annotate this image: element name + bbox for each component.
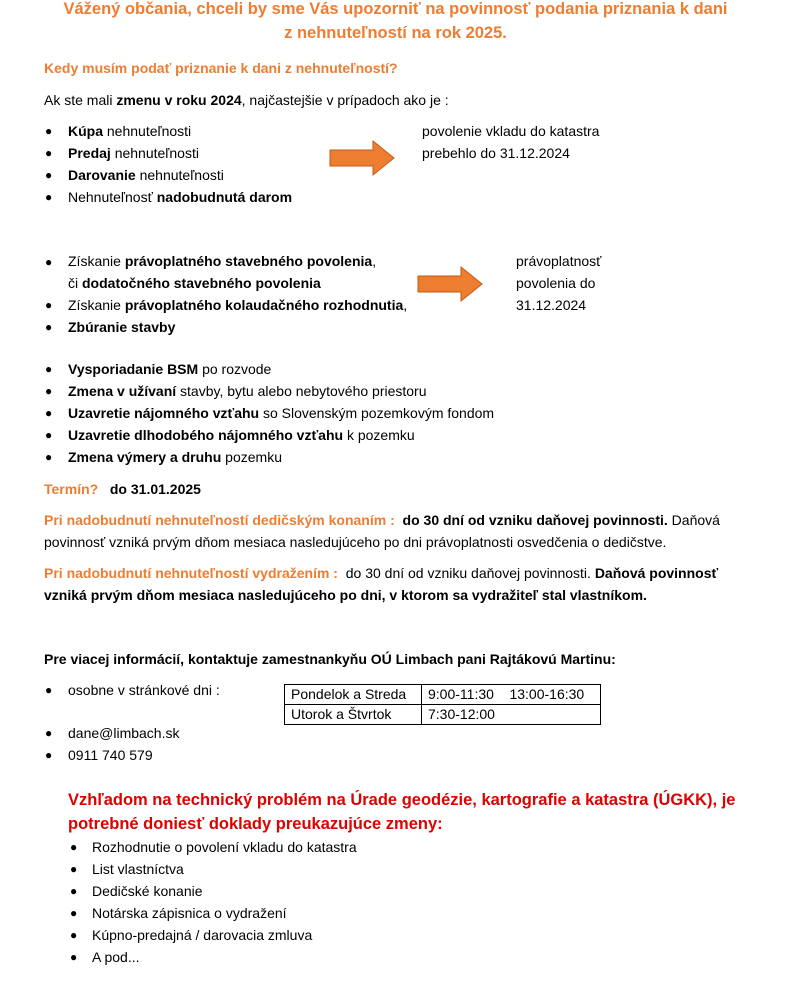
bullet-icon: ● bbox=[45, 146, 53, 160]
table-row bbox=[285, 705, 601, 725]
list-item: Predaj nehnuteľnosti bbox=[68, 145, 199, 161]
list-item: Nehnuteľnosť nadobudnutá darom bbox=[68, 189, 293, 205]
list-item: List vlastníctva bbox=[92, 861, 184, 877]
bullet-icon: ● bbox=[70, 840, 78, 854]
bullet-icon: ● bbox=[45, 190, 53, 204]
bullet-icon: ● bbox=[45, 168, 53, 182]
group2-note-line1: právoplatnosť bbox=[516, 253, 602, 269]
bullet-icon: ● bbox=[45, 683, 53, 697]
auction-line2: vzniká prvým dňom mesiaca nasledujúceho po dni, v ktorom sa vydražiteľ stal vlastníkom. bbox=[44, 587, 647, 603]
list-item: Zbúranie stavby bbox=[68, 319, 176, 335]
office-hours-table bbox=[284, 684, 601, 725]
page-title-line2: z nehnuteľností na rok 2025. bbox=[284, 24, 507, 42]
orange-right-arrow-icon bbox=[329, 140, 395, 176]
group1-note-line1: povolenie vkladu do katastra bbox=[422, 123, 600, 139]
hours-days-cell: Utorok a Štvrtok bbox=[285, 705, 422, 725]
section-heading: Kedy musím podať priznanie k dani z nehnuteľností? bbox=[44, 60, 398, 76]
inheritance-line2: povinnosť vzniká prvým dňom mesiaca nasledujúceho po dni právoplatnosti osvedčenia o dedičstve. bbox=[44, 534, 667, 550]
bullet-icon: ● bbox=[70, 950, 78, 964]
bullet-icon: ● bbox=[45, 748, 53, 762]
bullet-icon: ● bbox=[45, 726, 53, 740]
list-item: Vysporiadanie BSM po rozvode bbox=[68, 361, 272, 377]
hours-time-cell: 9:00-11:30 13:00-16:30 bbox=[422, 685, 601, 705]
list-item: Uzavretie dlhodobého nájomného vzťahu k pozemku bbox=[68, 427, 415, 443]
list-item: Darovanie nehnuteľnosti bbox=[68, 167, 224, 183]
list-item: Zmena v užívaní stavby, bytu alebo nebytového priestoru bbox=[68, 383, 427, 399]
bullet-icon: ● bbox=[70, 928, 78, 942]
group2-note-line2: povolenia do bbox=[516, 275, 596, 291]
contact-heading: Pre viacej informácií, kontaktuje zamestnankyňu OÚ Limbach pani Rajtákovú Martinu: bbox=[44, 651, 616, 667]
list-item: A pod... bbox=[92, 949, 140, 965]
bullet-icon: ● bbox=[70, 884, 78, 898]
group2-note-line3: 31.12.2024 bbox=[516, 297, 587, 313]
notice-line2: potrebné doniesť doklady preukazujúce zmeny: bbox=[68, 815, 443, 833]
notice-line1: Vzhľadom na technický problém na Úrade geodézie, kartografie a katastra (ÚGKK), je bbox=[68, 791, 736, 809]
list-item: Dedičské konanie bbox=[92, 883, 203, 899]
hours-time-cell: 7:30-12:00 bbox=[422, 705, 601, 725]
table-row bbox=[285, 685, 601, 705]
list-item-continuation: či dodatočného stavebného povolenia bbox=[68, 275, 321, 291]
group1-note-line2: prebehlo do 31.12.2024 bbox=[422, 145, 570, 161]
email-link[interactable]: dane@limbach.sk bbox=[68, 725, 180, 741]
inheritance-line1: Pri nadobudnutí nehnuteľností dedičským konaním : do 30 dní od vzniku daňovej povinnosti. Daňová bbox=[44, 512, 720, 528]
hours-days-cell: Pondelok a Streda bbox=[285, 685, 422, 705]
in-person-label: osobne v stránkové dni : bbox=[68, 682, 220, 698]
list-item: Kúpno-predajná / darovacia zmluva bbox=[92, 927, 313, 943]
bullet-icon: ● bbox=[45, 384, 53, 398]
bullet-icon: ● bbox=[45, 320, 53, 334]
list-item: Notárska zápisnica o vydražení bbox=[92, 905, 287, 921]
list-item: Získanie právoplatného stavebného povolenia, bbox=[68, 253, 377, 269]
bullet-icon: ● bbox=[45, 450, 53, 464]
bullet-icon: ● bbox=[70, 906, 78, 920]
list-item: Uzavretie nájomného vzťahu so Slovenským pozemkovým fondom bbox=[68, 405, 495, 421]
auction-line1: Pri nadobudnutí nehnuteľností vydražením : do 30 dní od vzniku daňovej povinnosti. Daňová povinnosť bbox=[44, 565, 719, 581]
deadline: Termín? do 31.01.2025 bbox=[44, 481, 201, 497]
phone-number: 0911 740 579 bbox=[68, 747, 153, 763]
page-title-line1: Vážený občania, chceli by sme Vás upozorniť na povinnosť podania priznania k dani bbox=[63, 0, 728, 18]
list-item: Rozhodnutie o povolení vkladu do katastra bbox=[92, 839, 357, 855]
orange-right-arrow-icon bbox=[417, 266, 483, 302]
bullet-icon: ● bbox=[45, 428, 53, 442]
bullet-icon: ● bbox=[70, 862, 78, 876]
bullet-icon: ● bbox=[45, 124, 53, 138]
bullet-icon: ● bbox=[45, 362, 53, 376]
list-item: Získanie právoplatného kolaudačného rozhodnutia, bbox=[68, 297, 408, 313]
list-item: Zmena výmery a druhu pozemku bbox=[68, 449, 282, 465]
list-item: Kúpa nehnuteľnosti bbox=[68, 123, 192, 139]
bullet-icon: ● bbox=[45, 255, 53, 269]
intro-text: Ak ste mali zmenu v roku 2024, najčastejšie v prípadoch ako je : bbox=[44, 92, 449, 108]
bullet-icon: ● bbox=[45, 406, 53, 420]
bullet-icon: ● bbox=[45, 298, 53, 312]
